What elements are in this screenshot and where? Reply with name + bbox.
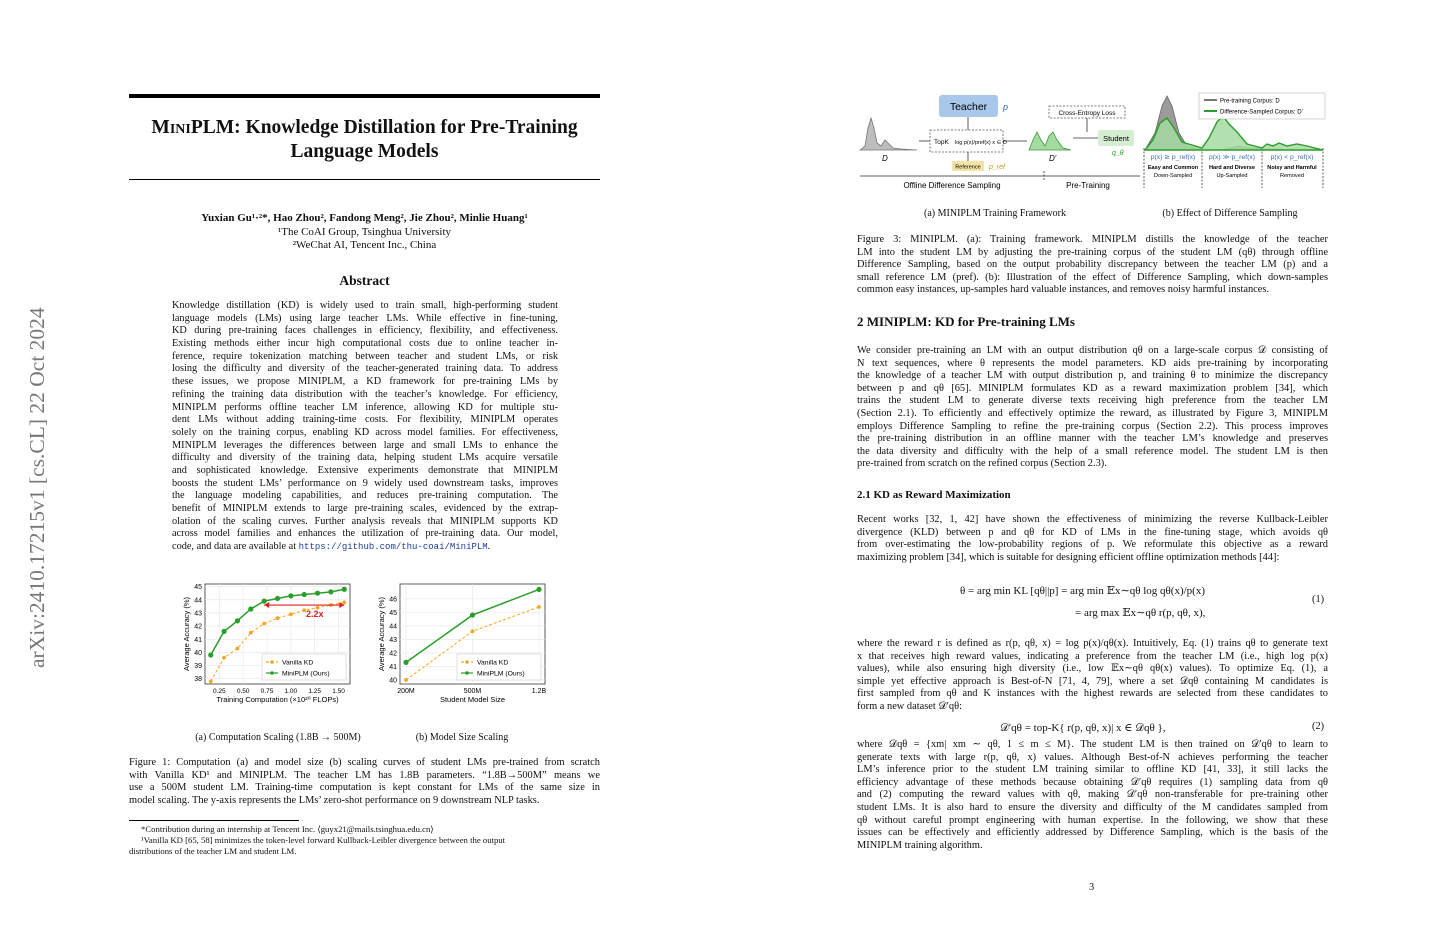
y-tick-label: 43 — [194, 610, 202, 618]
data-point — [315, 591, 320, 596]
y-axis-label: Average Accuracy (%) — [377, 596, 386, 672]
col2-relation: p(x) ≫ p_ref(x) — [1208, 154, 1256, 161]
reference-label: Reference — [955, 164, 981, 171]
title-rest: : Knowledge Distillation for Pre-Training — [234, 117, 578, 138]
author-block — [129, 212, 600, 253]
data-point — [276, 616, 280, 620]
text-line: and (2) computing the reward values with qθ, making 𝒟′qθ non-transferable for pre-training other — [857, 789, 1328, 801]
data-point — [235, 618, 240, 623]
equation-1-number: (1) — [1312, 594, 1325, 605]
text-line: dent LMs without adding training-time costs. For flexibility, MINIPLM operates — [172, 414, 558, 426]
text-line: LM’s inference prior to the student LM training similar to offline KD [41, 33], it still lacks the — [857, 764, 1328, 776]
col1-title: Easy and Common — [1147, 165, 1199, 171]
equation-2-number: (2) — [1312, 721, 1325, 732]
text-line: where the reward r is defined as r(p, qθ, x) = log p(x)/qθ(x). Intuitively, Eq. (1) trains qθ to generate text — [857, 638, 1328, 649]
page-number: 3 — [1089, 882, 1095, 893]
title-name: MiniPLM — [151, 117, 235, 138]
data-point — [221, 629, 226, 634]
equation-1-line-2: = arg max 𝔼x∼qθ r(p, qθ, x), — [1075, 607, 1206, 619]
text-line: form a new dataset 𝒟′qθ: — [857, 700, 962, 712]
text-line: first sampled from qθ and K instances with the highest rewards are selected from these candidates to — [857, 688, 1328, 700]
data-point — [537, 605, 541, 609]
legend-label: Vanilla KD — [477, 659, 509, 667]
y-tick-label: 41 — [194, 636, 202, 644]
text-line: the pre-training distribution in an offline manner with the teacher LM’s knowledge and preserves — [857, 433, 1328, 445]
text-line: ference, require tokenization matching between teacher and student LMs, or risk — [172, 350, 558, 362]
fig1-subcaption-a: (a) Computation Scaling (1.8B → 500M) — [195, 732, 361, 743]
y-tick-label: 38 — [194, 676, 202, 684]
legend-label: MiniPLM (Ours) — [477, 670, 525, 678]
text-line: LM into the student LM by adjusting the pre-training corpus of the student LM (qθ) through offline — [857, 246, 1328, 258]
data-point — [470, 612, 475, 617]
affiliation-1: ¹The CoAI Group, Tsinghua University — [277, 225, 452, 238]
x-tick-label: 1.50 — [332, 688, 345, 695]
paper-title — [129, 116, 600, 164]
legend-marker — [270, 671, 274, 675]
col1-relation: p(x) ≳ p_ref(x) — [1150, 154, 1196, 161]
affiliation-2: ²WeChat AI, Tencent Inc., China — [292, 239, 437, 251]
topk-label: TopK — [934, 139, 949, 146]
text-line: olation of the scaling curves. Further analysis reveals that MINIPLM supports KD — [172, 515, 558, 527]
ce-loss-label: Cross-Entropy Loss — [1058, 110, 1116, 117]
footnote-2a: ¹Vanilla KD [65, 58] minimizes the token-level forward Kullback-Leibler divergence between the output — [141, 834, 506, 845]
data-point — [342, 601, 346, 605]
data-point — [249, 631, 253, 635]
x-axis-label: Training Computation (×10²⁰ FLOPs) — [216, 695, 339, 704]
data-point — [536, 587, 541, 592]
text-line: benefit of MINIPLM extends to large pre-training scales, evidenced by the extrap- — [172, 503, 558, 514]
text-line: MINIPLM training algorithm. — [857, 839, 983, 851]
text-line: N text sequences, where θ represents the model parameters. KD aids pre-training by incorporating — [857, 357, 1328, 369]
title-rule-top — [129, 94, 600, 98]
text-line: small reference LM (pref). (b): Illustration of the effect of Difference Sampling, which down-samples — [857, 271, 1328, 283]
x-tick-label: 0.75 — [260, 688, 274, 695]
data-point — [275, 596, 280, 601]
data-point — [328, 589, 333, 594]
text-line: use a 500M student LM. Training-time computation is kept constant for LMs of the same size in — [129, 782, 600, 794]
figure-1-caption — [129, 757, 600, 807]
equation-1-line-1: θ = arg min KL [qθ||p] = arg min 𝔼x∼qθ log qθ(x)/p(x) — [960, 585, 1206, 597]
col3-action: Removed — [1280, 173, 1304, 179]
text-line: employs Difference Sampling to refine the pre-training corpus (Section 2.2). This process improves — [857, 420, 1328, 432]
equation-2: 𝒟′qθ = top-K{ r(p, qθ, x)| x ∈ 𝒟qθ }, — [1000, 722, 1166, 734]
text-line: Recent works [32, 1, 42] have shown the effectiveness of minimizing the reverse Kullback-Leibler — [857, 514, 1328, 525]
y-tick-label: 44 — [194, 597, 202, 605]
text-line: with Vanilla KD¹ and MINIPLM. The teacher LM has 1.8B parameters. “1.8B→500M” means we — [129, 769, 600, 781]
abstract-heading: Abstract — [339, 273, 390, 288]
col3-title: Noisy and Harmful — [1267, 165, 1317, 171]
text-line: the data diversity and difficulty with the help of a small reference model. The student LM is then — [857, 445, 1328, 457]
data-point — [262, 599, 267, 604]
abstract-body — [172, 300, 558, 554]
text-line: qθ without careful prompt engineering with human expertise. In the following, we show that these — [857, 814, 1328, 826]
data-point — [208, 652, 213, 657]
y-tick-label: 45 — [389, 609, 397, 617]
title-line2: Language Models — [290, 141, 439, 162]
legend-marker — [270, 660, 274, 664]
y-tick-label: 40 — [389, 677, 397, 685]
data-point — [342, 587, 347, 592]
text-line: simple yet effective approach is Best-of-N [71, 4, 79], where a set 𝒟qθ containing M candidates is — [857, 675, 1328, 687]
footnote-2b: distributions of the teacher LM and student LM. — [129, 845, 297, 856]
footnote-1: *Contribution during an internship at Tencent Inc. ⟨guyx21@mails.tsinghua.edu.cn⟩ — [141, 824, 434, 834]
text-line: Existing methods either incur high computational costs due to online teacher in- — [172, 338, 558, 350]
text-line: refining the training data distribution with the teacher’s knowledge. For efficiency, — [172, 388, 558, 400]
github-link[interactable]: https://github.com/thu-coai/MiniPLM — [298, 542, 488, 553]
y-tick-label: 46 — [389, 596, 397, 604]
y-tick-label: 42 — [389, 650, 397, 658]
text-line: common easy instances, up-samples hard valuable instances, and removes noisy harmful instances. — [857, 284, 1270, 296]
arxiv-id: arXiv:2410.17215v1 [cs.CL] 22 Oct 2024 — [25, 307, 49, 668]
y-axis-label: Average Accuracy (%) — [182, 596, 191, 672]
fig3-subcaption-b: (b) Effect of Difference Sampling — [1162, 208, 1298, 219]
x-tick-label: 1.25 — [308, 688, 322, 695]
figure-3-caption — [857, 234, 1328, 297]
topk-formula: log p(x)/pref(x) x ∈ D — [955, 140, 1007, 146]
col2-title: Hard and Diverse — [1208, 165, 1256, 171]
figure-1 — [160, 576, 560, 746]
text-line: losing the difficulty and diversity of the teacher-generated training data. To address — [172, 363, 558, 375]
text-line: divergence (KLD) between p and qθ for KD of LMs in the fine-tuning stage, which avoids qθ — [857, 526, 1328, 538]
pretraining-label: Pre-Training — [1066, 181, 1110, 190]
y-tick-label: 40 — [194, 649, 202, 657]
corpus-d-curve — [860, 118, 917, 150]
text-line: pre-trained from scratch on the refined corpus (Section 2.3). — [857, 458, 1107, 470]
text-line: efficiency advantage of these methods because obtaining 𝒟′qθ requires (1) sampling data from qθ — [857, 776, 1328, 788]
text-line: Difference Sampling, based on the output probability discrepancy between the teacher LM (p) and a — [857, 259, 1328, 271]
teacher-p: p — [1003, 102, 1009, 112]
text-line: where 𝒟qθ = {xm| xm ∼ qθ, 1 ≤ m ≤ M}. The student LM is then trained on 𝒟′qθ to learn to — [857, 739, 1328, 750]
text-line: values), while also ensuring high diversity (i.e., low 𝔼x∼qθ qθ(x) values). To optimize Eq. (1), a — [857, 663, 1328, 675]
data-point — [471, 629, 475, 633]
offline-label: Offline Difference Sampling — [903, 181, 1001, 190]
section-2-heading: 2 MINIPLM: KD for Pre-training LMs — [857, 314, 1075, 329]
data-point — [403, 660, 408, 665]
text-line: boosts the student LMs’ performance on 9 widely used downstream tasks, improves — [172, 477, 558, 489]
section-2-1-intro — [857, 514, 1328, 564]
text-line: MINIPLM leverages the differences between large and small LMs to enhance the — [172, 439, 558, 451]
text-line: and sophisticated knowledge. Extensive experiments demonstrate that MINIPLM — [172, 464, 558, 476]
text-line: the language modeling capabilities, and reduces pre-training computation. The — [172, 490, 558, 502]
text-line: MINIPLM performs offline teacher LM inference, allowing KD for multiple stu- — [172, 401, 558, 413]
data-point — [236, 647, 240, 651]
y-tick-label: 39 — [194, 663, 202, 671]
footnotes — [129, 824, 600, 856]
text-line: model scaling. The y-axis represents the LMs’ zero-shot performance on 9 downstream NLP tasks. — [129, 794, 540, 806]
title-rule-bottom — [129, 179, 600, 180]
x-tick-label: 0.50 — [236, 688, 250, 695]
teacher-label: Teacher — [949, 101, 988, 113]
data-point — [289, 612, 293, 616]
y-tick-label: 42 — [194, 623, 202, 631]
data-point — [248, 606, 253, 611]
text-line: the knowledge of a teacher LM with output distribution p, and training θ to minimize the discrepancy — [857, 370, 1328, 382]
text-line: KD during pre-training faces challenges in efficiency, flexibility, and effectiveness. — [172, 325, 558, 337]
x-axis-label: Student Model Size — [439, 695, 506, 704]
col2-action: Up-Sampled — [1216, 173, 1248, 179]
x-tick-label: 200M — [397, 688, 415, 695]
legend-pretrain: Pre-training Corpus: D — [1220, 98, 1280, 105]
fig3-subcaption-a: (a) MINIPLM Training Framework — [924, 208, 1066, 219]
student-q: q_θ — [1112, 150, 1124, 157]
text-line: Knowledge distillation (KD) is widely used to train small, high-performing student — [172, 300, 558, 311]
col1-action: Down-Sampled — [1153, 173, 1193, 179]
section-2-body — [857, 345, 1328, 471]
student-label: Student — [1103, 134, 1129, 143]
legend-marker — [465, 660, 469, 664]
text-line: issues can be effectively and efficiently addressed by Difference Sampling, which is the basis of the — [857, 827, 1328, 839]
text-line: across model families and enhances the utilization of pre-training data. Our model, — [172, 528, 558, 540]
text-line: from over-estimating the low-probability regions of p. We reformulate this objective as a reward — [857, 539, 1328, 551]
text-line: language models (LMs) using large teacher LMs. While effective in fine-tuning, — [172, 312, 558, 324]
section-2-1-continued — [857, 739, 1328, 852]
arxiv-watermark — [20, 250, 50, 670]
text-line: Figure 3: MINIPLM. (a): Training framework. MINIPLM distills the knowledge of the teacher — [857, 234, 1328, 245]
legend-label: MiniPLM (Ours) — [282, 670, 330, 678]
text-line: these issues, we propose MINIPLM, a KD framework for pre-training LMs by — [172, 376, 558, 388]
x-tick-label: 500M — [463, 688, 482, 695]
figure-1-charts — [160, 576, 560, 726]
data-point — [262, 622, 266, 626]
reference-pref: p_ref — [989, 164, 1005, 171]
data-point — [302, 592, 307, 597]
text-line: trains the student LM to generate diverse texts receiving high preference from the teacher LM — [857, 395, 1328, 407]
text-line: solely on the training corpus, enabling KD across model families. For effectiveness, — [172, 426, 558, 438]
text-line: (Section 2.1). To efficiently and effectively optimize the reward, as illustrated by Figure 3, MINIPLM — [857, 407, 1328, 419]
speedup-label: 2.2x — [305, 609, 324, 620]
footnote-rule — [129, 820, 299, 821]
y-tick-label: 41 — [389, 663, 397, 671]
text-line: generate texts with large r(p, qθ, x) values. Although Best-of-N achieves performing the teacher — [857, 751, 1328, 763]
section-2-1-body — [857, 638, 1328, 714]
x-tick-label: 1.2B — [531, 688, 547, 695]
abstract-last-line: code, and data are available at https://github.com/thu-coai/MiniPLM. — [172, 541, 491, 553]
fig1-subcaption-b: (b) Model Size Scaling — [415, 732, 509, 743]
section-2-1-heading: 2.1 KD as Reward Maximization — [857, 489, 1011, 501]
x-tick-label: 1.00 — [284, 688, 298, 695]
y-tick-label: 44 — [389, 623, 397, 631]
data-point — [222, 656, 226, 660]
text-line: x that receives high reward values, indicating a preference from the teacher LM (i.e., high log p(x) — [857, 650, 1328, 662]
y-tick-label: 45 — [194, 584, 202, 592]
text-line: maximizing problem [34], which is suitable for designing efficient offline optimization methods [44]: — [857, 551, 1280, 563]
data-point — [209, 679, 213, 683]
text-line: difficulty and diversity of the training data, helping student LMs acquire versatile — [172, 452, 558, 464]
text-line: Figure 1: Computation (a) and model size (b) scaling curves of student LMs pre-trained from scratch — [129, 757, 600, 768]
label-dprime: D′ — [1049, 154, 1057, 163]
author-names: Yuxian Gu¹·²*, Hao Zhou², Fandong Meng², Jie Zhou², Minlie Huang¹ — [201, 212, 528, 224]
x-tick-label: 0.25 — [212, 688, 226, 695]
data-point — [404, 678, 408, 682]
text-line: student LMs. It is also hard to ensure the diversity and difficulty of the M candidates sampled from — [857, 801, 1328, 813]
figure-3 — [857, 88, 1327, 198]
col3-relation: p(x) < p_ref(x) — [1270, 154, 1314, 161]
legend-diff: Difference-Sampled Corpus: D′ — [1220, 109, 1303, 116]
text-line: between p and qθ [65]. MINIPLM formulates KD as a reward maximization problem [34], which — [857, 382, 1328, 394]
label-d: D — [882, 154, 888, 163]
legend-label: Vanilla KD — [282, 659, 314, 667]
data-point — [288, 593, 293, 598]
y-tick-label: 43 — [389, 636, 397, 644]
legend-marker — [465, 671, 469, 675]
corpus-dprime-curve — [1029, 132, 1071, 150]
text-line: We consider pre-training an LM with an output distribution qθ on a large-scale corpus 𝒟 consisting of — [857, 345, 1328, 356]
